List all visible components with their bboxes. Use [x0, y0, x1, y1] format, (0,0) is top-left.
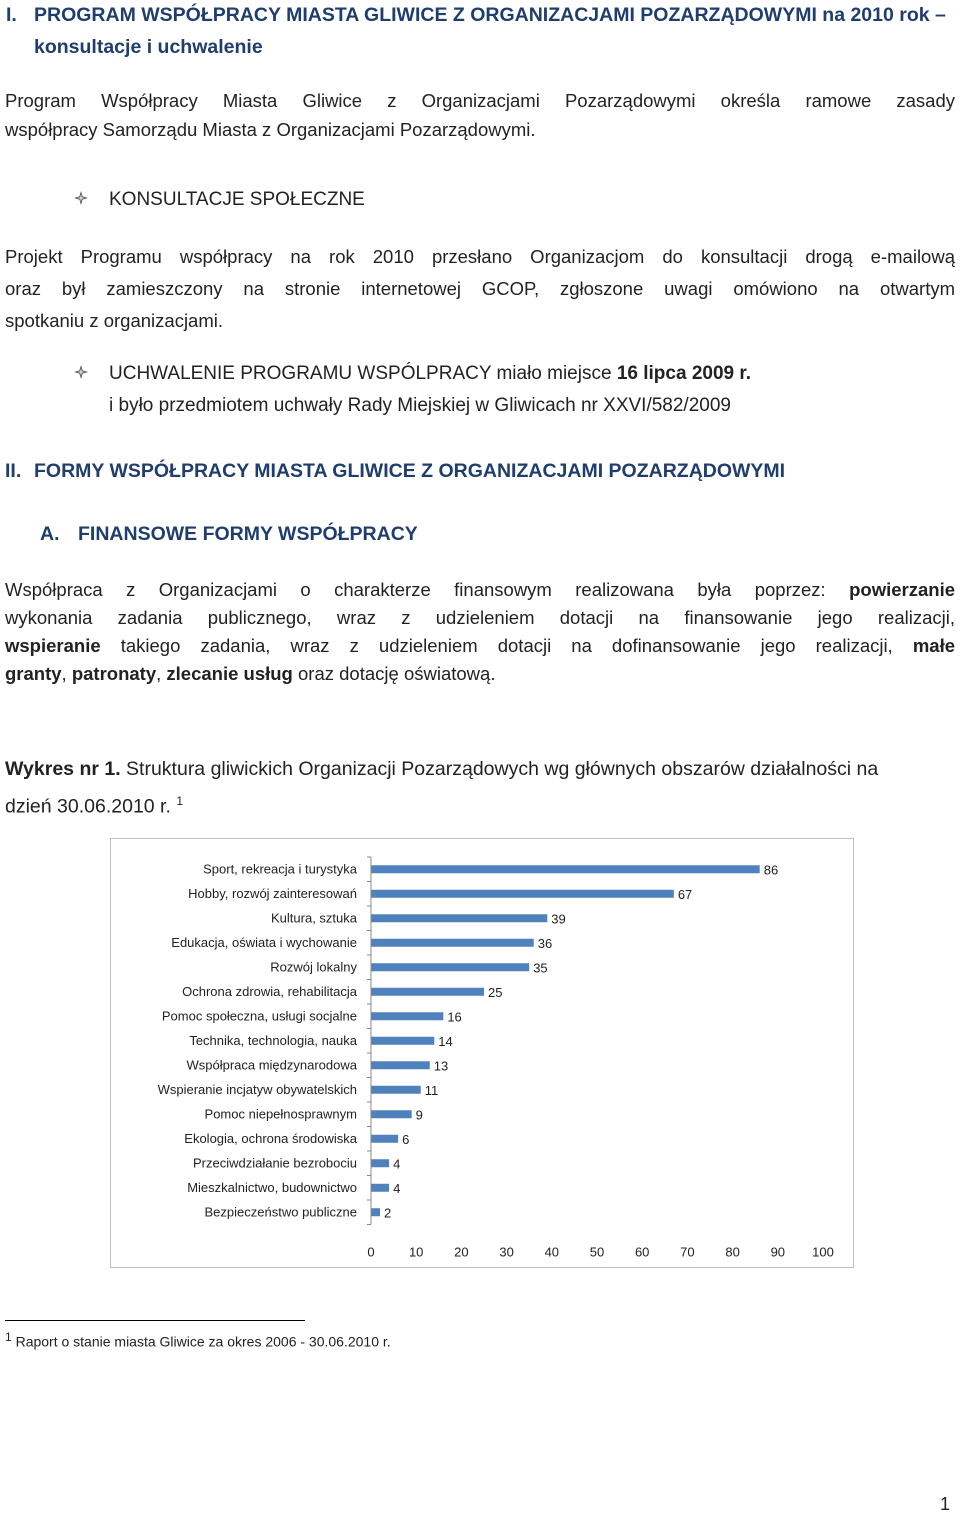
bar: [371, 963, 529, 971]
subsection-a-title: FINANSOWE FORMY WSPÓŁPRACY: [78, 523, 418, 545]
keyword-zlecanie-uslug: zlecanie usług: [166, 663, 293, 684]
x-tick-label: 20: [454, 1244, 469, 1260]
section1-title-line1: PROGRAM WSPÓŁPRACY MIASTA GLIWICE Z ORGANIZACJAMI POZARZĄDOWYMI na 2010 rok –: [34, 4, 946, 26]
category-label: Sport, rekreacja i turystyka: [203, 861, 357, 877]
section1-number: I.: [6, 4, 17, 26]
keyword-granty: granty: [5, 663, 62, 684]
category-label: Mieszkalnictwo, budownictwo: [187, 1179, 357, 1195]
bar: [371, 1037, 434, 1045]
section2-title: FORMY WSPÓŁPRACY MIASTA GLIWICE Z ORGANIZACJAMI POZARZĄDOWYMI: [34, 460, 786, 482]
data-label: 9: [415, 1107, 423, 1123]
bar: [371, 988, 484, 996]
figure-caption-line1: [5, 754, 955, 784]
bar: [371, 1159, 389, 1167]
bar: [371, 1012, 443, 1020]
bar: [371, 1208, 380, 1216]
data-label: 2: [384, 1205, 392, 1221]
bar: [371, 1061, 430, 1069]
x-tick-label: 100: [812, 1244, 834, 1260]
category-label: Bezpieczeństwo publiczne: [204, 1204, 357, 1220]
category-label: Edukacja, oświata i wychowanie: [171, 934, 357, 950]
keyword-patronaty: patronaty: [71, 663, 157, 684]
consultations-line2: oraz był zamieszczony na stronie internetowej GCOP, zgłoszone uwagi omówiono na otwartym: [5, 278, 955, 299]
star-bullet-icon: [74, 191, 88, 205]
data-label: 36: [537, 935, 553, 951]
figure-caption-date: dzień 30.06.2010 r.: [5, 795, 177, 818]
category-label: Hobby, rozwój zainteresowań: [188, 885, 357, 901]
section1-title-line2: konsultacje i uchwalenie: [34, 36, 263, 58]
category-label: Współpraca międzynarodowa: [186, 1057, 357, 1073]
bar: [371, 914, 547, 922]
data-label: 16: [447, 1009, 462, 1025]
bar: [371, 939, 534, 947]
consultations-line1: Projekt Programu współpracy na rok 2010 przesłano Organizacjom do konsultacji drogą e-mailową: [5, 246, 955, 267]
data-label: 4: [393, 1180, 401, 1196]
bar: [371, 1086, 421, 1094]
consultations-heading: KONSULTACJE SPOŁECZNE: [109, 189, 365, 210]
figure-caption-text: Struktura gliwickich Organizacji Pozarządowych wg głównych obszarów działalności na: [120, 758, 879, 780]
keyword-wspieranie: wspieranie: [5, 635, 101, 656]
data-label: 6: [402, 1131, 410, 1147]
bar-chart: [111, 839, 853, 1267]
data-label: 11: [424, 1082, 439, 1098]
figure-caption-line2: [5, 786, 183, 822]
subsection-a-letter: A.: [40, 523, 60, 545]
x-tick-label: 50: [589, 1244, 605, 1260]
category-label: Ochrona zdrowia, rehabilitacja: [182, 983, 357, 999]
data-label: 39: [551, 911, 566, 927]
category-label: Przeciwdziałanie bezrobociu: [192, 1155, 357, 1171]
figure-label: Wykres nr 1.: [5, 758, 121, 780]
x-tick-label: 60: [634, 1244, 650, 1260]
keyword-male: małe: [912, 635, 955, 656]
financial-line3: [5, 631, 955, 660]
consultations-line3: spotkaniu z organizacjami.: [5, 310, 223, 331]
x-tick-label: 0: [367, 1244, 375, 1260]
category-label: Ekologia, ochrona środowiska: [184, 1130, 357, 1146]
x-tick-label: 90: [770, 1244, 786, 1260]
category-label: Pomoc niepełnosprawnym: [204, 1106, 357, 1122]
data-label: 35: [533, 960, 548, 976]
intro-paragraph-line1: Program Współpracy Miasta Gliwice z Organizacjami Pozarządowymi określa ramowe zasady: [5, 90, 955, 111]
category-label: Pomoc społeczna, usługi socjalne: [161, 1008, 357, 1024]
footnote-text: Raport o stanie miasta Gliwice za okres 2006 - 30.06.2010 r.: [15, 1333, 391, 1350]
x-tick-label: 70: [680, 1244, 695, 1260]
data-label: 86: [763, 862, 779, 878]
x-tick-label: 40: [544, 1244, 560, 1260]
bar: [371, 1110, 412, 1118]
x-tick-label: 80: [725, 1244, 740, 1260]
data-label: 67: [677, 886, 693, 902]
adoption-date: 16 lipca 2009 r.: [616, 363, 751, 384]
keyword-powierzanie: powierzanie: [849, 579, 955, 600]
bar: [371, 1184, 389, 1192]
category-label: Technika, technologia, nauka: [189, 1032, 357, 1048]
data-label: 14: [438, 1033, 453, 1049]
category-label: Wspieranie incjatyw obywatelskich: [157, 1081, 357, 1097]
financial-text: Współpraca z Organizacjami o charakterze finansowym realizowana była poprzez:: [5, 579, 850, 600]
x-tick-label: 10: [408, 1244, 424, 1260]
bar: [371, 890, 674, 898]
financial-text: ,: [156, 663, 167, 684]
bullet-adoption: [74, 363, 88, 385]
x-tick-label: 30: [499, 1244, 514, 1260]
footnote-reference: 1: [176, 794, 183, 808]
adoption-line2: i było przedmiotem uchwały Rady Miejskiej w Gliwicach nr XXVI/582/2009: [109, 395, 731, 416]
adoption-line1: [109, 363, 751, 385]
intro-paragraph-line2: współpracy Samorządu Miasta z Organizacjami Pozarządowymi.: [5, 119, 536, 140]
footnote-divider: [5, 1320, 305, 1321]
bar: [371, 1135, 398, 1143]
financial-line4: [5, 659, 955, 688]
data-label: 25: [488, 984, 503, 1000]
data-label: 4: [393, 1156, 401, 1172]
page-number: 1: [940, 1494, 951, 1514]
financial-text: ,: [61, 663, 72, 684]
financial-text: takiego zadania, wraz z udzieleniem dotacji na dofinansowanie jego realizacji,: [100, 635, 913, 656]
bar: [371, 865, 760, 873]
section2-number: II.: [5, 460, 22, 482]
footnote-number: 1: [5, 1330, 12, 1344]
data-label: 13: [433, 1058, 449, 1074]
category-label: Kultura, sztuka: [271, 910, 357, 926]
chart-container: [110, 838, 854, 1268]
category-label: Rozwój lokalny: [270, 959, 357, 975]
financial-line2: wykonania zadania publicznego, wraz z udzieleniem dotacji na finansowanie jego realizacji,: [5, 607, 955, 628]
star-bullet-icon: [74, 365, 88, 379]
financial-line1: [5, 575, 955, 604]
footnote: [5, 1330, 391, 1350]
adoption-text: UCHWALENIE PROGRAMU WSPÓLPRACY miało miejsce: [109, 363, 617, 384]
bullet-consultations: [74, 189, 88, 211]
financial-text: oraz dotację oświatową.: [292, 663, 496, 684]
